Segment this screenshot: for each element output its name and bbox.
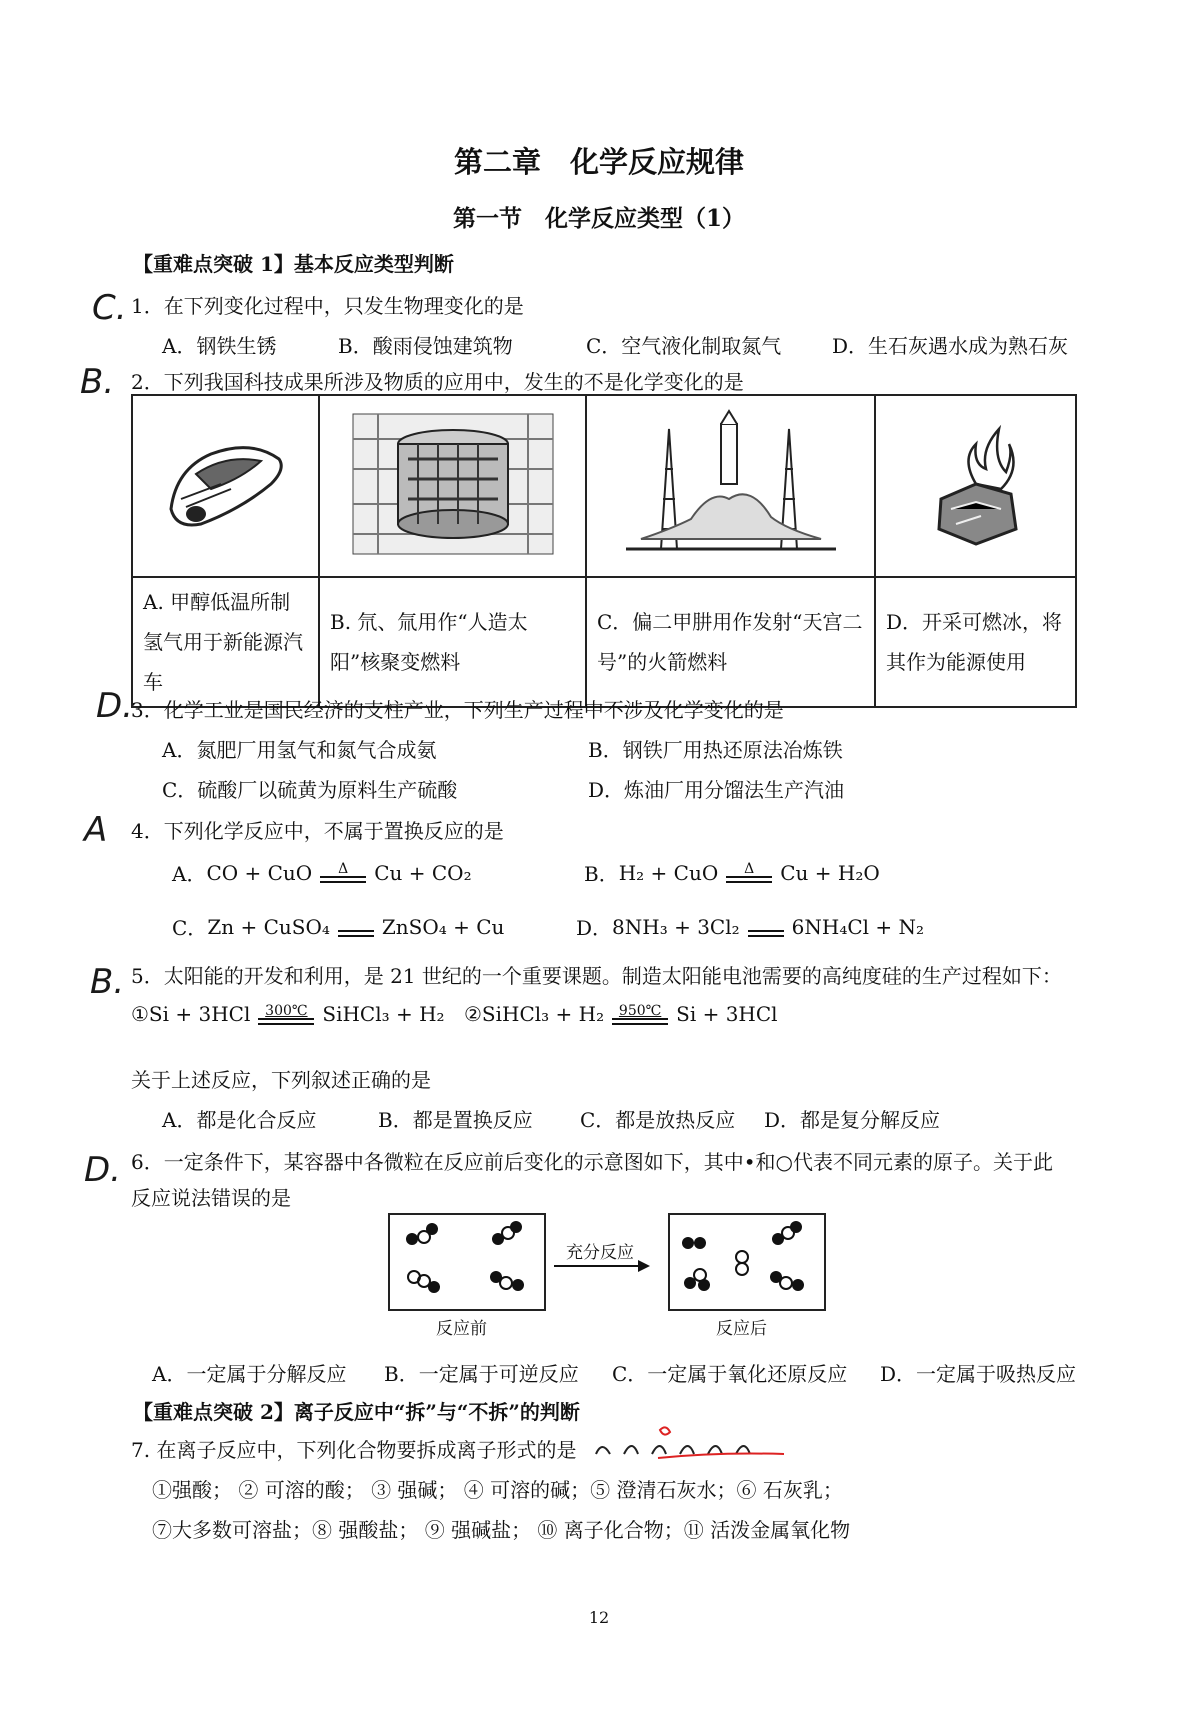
handwritten-answer-1: C. (92, 288, 127, 328)
q5-option-b: B．都是置换反应 (378, 1108, 533, 1132)
section-title: 第一节 化学反应类型（1） (452, 205, 745, 232)
q1-option-a: A．钢铁生锈 (162, 334, 277, 358)
handwritten-answer-5: B. (90, 962, 125, 1002)
q3-option-d: D．炼油厂用分馏法生产汽油 (588, 778, 845, 802)
q5-stem: 5．太阳能的开发和利用，是 21 世纪的一个重要课题。制造太阳能电池需要的高纯度硅的生产过程如下： (131, 964, 1062, 988)
q2-image-car (132, 395, 319, 577)
q3-option-b: B．钢铁厂用热还原法冶炼铁 (588, 738, 843, 762)
q6-option-c: C．一定属于氧化还原反应 (612, 1362, 848, 1386)
q6-arrow-label: 充分反应 (566, 1243, 634, 1263)
q4-a-label: A． (172, 862, 207, 886)
q2-caption-a: A. 甲醇低温所制氢气用于新能源汽车 (132, 577, 319, 707)
q5-r2-products: Si + 3HCl (676, 1002, 778, 1026)
q6-before-box (388, 1213, 546, 1311)
q4-b-label: B． (584, 862, 619, 886)
q5-option-a: A．都是化合反应 (162, 1108, 317, 1132)
q4-option-a (172, 858, 472, 887)
q4-stem: 4．下列化学反应中，不属于置换反应的是 (131, 819, 504, 843)
q4-b-products: Cu + H₂O (780, 860, 880, 885)
q6-after-label: 反应后 (716, 1319, 767, 1339)
q5-option-d: D．都是复分解反应 (764, 1108, 941, 1132)
q2-stem: 2．下列我国科技成果所涉及物质的应用中，发生的不是化学变化的是 (131, 370, 744, 394)
q2-caption-c: C．偏二甲肼用作发射“天宫二号”的火箭燃料 (586, 577, 875, 707)
q6-before-label: 反应前 (436, 1319, 487, 1339)
molecules-before-icon (390, 1215, 544, 1309)
q4-option-c (172, 912, 504, 941)
q3-stem: 3．化学工业是国民经济的支柱产业，下列生产过程中不涉及化学变化的是 (131, 698, 784, 722)
q4-a-reactants: CO + CuO (206, 860, 313, 885)
q5-reaction-2 (464, 1002, 778, 1026)
right-arrow-icon (552, 1258, 654, 1274)
q5-r2-condition: 950℃ (618, 1002, 662, 1019)
focus-heading-2: 【重难点突破 2】离子反应中“拆”与“不拆”的判断 (133, 1400, 580, 1424)
q1-option-b: B．酸雨侵蚀建筑物 (338, 334, 513, 358)
fusion-reactor-icon (348, 409, 558, 559)
chapter-title: 第二章 化学反应规律 (453, 145, 744, 179)
q4-a-condition: Δ (338, 861, 349, 877)
q5-option-c: C．都是放热反应 (580, 1108, 736, 1132)
burning-ice-icon (921, 414, 1031, 554)
q7-items-line2: ⑦大多数可溶盐；⑧ 强酸盐； ⑨ 强碱盐； ⑩ 离子化合物；⑪ 活泼金属氧化物 (152, 1518, 851, 1542)
q5-ask: 关于上述反应，下列叙述正确的是 (131, 1068, 431, 1092)
reaction-equals (748, 916, 784, 937)
focus-heading-1: 【重难点突破 1】基本反应类型判断 (133, 252, 454, 276)
q6-stem-line2: 反应说法错误的是 (131, 1186, 291, 1210)
q6-after-box (668, 1213, 826, 1311)
q4-option-b (584, 858, 880, 887)
q2-image-reactor (319, 395, 586, 577)
q1-option-c: C．空气液化制取氮气 (586, 334, 782, 358)
reaction-arrow (320, 862, 366, 883)
q4-d-label: D． (576, 916, 613, 940)
q1-option-d: D．生石灰遇水成为熟石灰 (832, 334, 1069, 358)
q4-c-reactants: Zn + CuSO₄ (207, 914, 330, 939)
q5-r1-products: SiHCl₃ + H₂ (322, 1002, 445, 1026)
rocket-launch-icon (621, 409, 841, 559)
q6-stem-line1: 6．一定条件下，某容器中各微粒在反应前后变化的示意图如下，其中•和○代表不同元素的原子。关于此 (131, 1150, 1053, 1174)
handwritten-answer-7-marks (588, 1424, 788, 1470)
q4-b-condition: Δ (744, 861, 755, 877)
q2-figure-table (131, 394, 1077, 708)
handwritten-answer-4: A (84, 810, 108, 850)
q5-r2-reactants: ②SiHCl₃ + H₂ (464, 1002, 605, 1026)
handwritten-answer-2: B. (80, 362, 115, 402)
handwritten-answer-3: D. (96, 686, 133, 726)
q2-image-combustible-ice (875, 395, 1076, 577)
q6-option-b: B．一定属于可逆反应 (384, 1362, 579, 1386)
q3-option-a: A．氮肥厂用氢气和氮气合成氨 (162, 738, 437, 762)
q4-c-label: C． (172, 916, 208, 940)
q4-d-products: 6NH₄Cl + N₂ (791, 914, 925, 939)
q6-option-d: D．一定属于吸热反应 (880, 1362, 1077, 1386)
q2-caption-d: D．开采可燃冰，将其作为能源使用 (875, 577, 1076, 707)
q3-option-c: C．硫酸厂以硫黄为原料生产硫酸 (162, 778, 458, 802)
q4-b-reactants: H₂ + CuO (618, 860, 719, 885)
hydrogen-car-icon (161, 429, 291, 539)
q7-items-line1: ①强酸； ② 可溶的酸； ③ 强碱； ④ 可溶的碱；⑤ 澄清石灰水；⑥ 石灰乳； (152, 1478, 843, 1502)
handwritten-answer-6: D. (84, 1150, 121, 1190)
q4-d-reactants: 8NH₃ + 3Cl₂ (612, 914, 740, 939)
page-number: 12 (588, 1608, 610, 1627)
q5-r1-condition: 300℃ (265, 1002, 308, 1019)
reaction-arrow (726, 862, 772, 883)
q2-image-rocket-launch (586, 395, 875, 577)
q7-stem: 7. 在离子反应中，下列化合物要拆成离子形式的是 (131, 1438, 577, 1462)
reaction-arrow (612, 1004, 668, 1025)
q1-stem: 1．在下列变化过程中，只发生物理变化的是 (131, 294, 524, 318)
molecules-after-icon (670, 1215, 824, 1309)
reaction-equals (338, 916, 374, 937)
reaction-arrow (258, 1004, 314, 1025)
q2-caption-b: B. 氘、氚用作“人造太阳”核聚变燃料 (319, 577, 586, 707)
q4-a-products: Cu + CO₂ (374, 860, 472, 885)
q5-reaction-1 (131, 1002, 445, 1026)
q5-r1-reactants: ①Si + 3HCl (131, 1002, 251, 1026)
q4-option-d (576, 912, 924, 941)
q4-c-products: ZnSO₄ + Cu (381, 914, 505, 939)
q6-option-a: A．一定属于分解反应 (152, 1362, 347, 1386)
